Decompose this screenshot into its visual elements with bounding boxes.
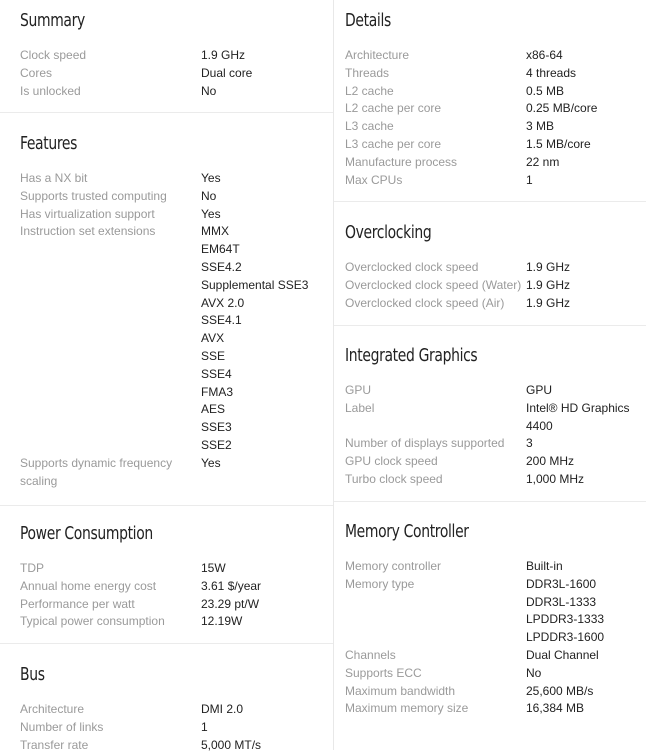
spec-label: Overclocked clock speed bbox=[345, 260, 479, 274]
section-divider bbox=[0, 505, 333, 506]
spec-row bbox=[345, 665, 646, 683]
spec-value: 5,000 MT/s bbox=[201, 737, 262, 752]
spec-row bbox=[345, 700, 646, 718]
spec-values bbox=[526, 154, 559, 172]
spec-values bbox=[526, 400, 630, 436]
left-column bbox=[0, 0, 333, 750]
spec-values bbox=[526, 453, 574, 471]
spec-value: No bbox=[201, 188, 217, 203]
spec-value: LPDDR3-1600 bbox=[526, 630, 605, 645]
spec-label: Memory controller bbox=[345, 559, 442, 573]
spec-row bbox=[345, 83, 646, 101]
spec-row bbox=[20, 578, 333, 596]
spec-values bbox=[526, 683, 593, 701]
spec-values bbox=[201, 170, 221, 188]
spec-values bbox=[526, 647, 599, 665]
spec-row bbox=[20, 701, 333, 719]
spec-values bbox=[526, 47, 563, 65]
spec-value: 200 MHz bbox=[526, 454, 575, 469]
section-divider bbox=[334, 501, 646, 502]
spec-value: Yes bbox=[201, 171, 221, 185]
spec-value: Intel® HD Graphics bbox=[526, 400, 630, 415]
spec-value: DDR3L-1333 bbox=[526, 594, 597, 609]
spec-value: Yes bbox=[201, 455, 221, 470]
spec-label: Typical power consumption bbox=[20, 614, 165, 629]
section-title: Bus bbox=[20, 664, 45, 685]
spec-row bbox=[20, 83, 333, 101]
spec-values bbox=[201, 578, 261, 596]
spec-value: GPU bbox=[526, 383, 553, 397]
spec-row bbox=[20, 223, 333, 454]
section-title: Integrated Graphics bbox=[345, 345, 478, 366]
spec-value: Dual core bbox=[201, 65, 253, 80]
spec-value: EM64T bbox=[201, 242, 240, 257]
spec-label: Clock speed bbox=[20, 48, 87, 62]
spec-label: Supports trusted computing bbox=[20, 188, 167, 203]
spec-values bbox=[201, 47, 245, 65]
spec-value: SSE bbox=[201, 348, 226, 363]
spec-value: SSE4.2 bbox=[201, 259, 242, 274]
spec-value: 1.9 GHz bbox=[526, 260, 571, 274]
spec-values bbox=[201, 613, 242, 631]
spec-row bbox=[20, 596, 333, 614]
spec-rows bbox=[345, 382, 646, 489]
spec-rows bbox=[20, 560, 333, 631]
spec-values bbox=[526, 136, 591, 154]
spec-row bbox=[345, 65, 646, 83]
spec-values bbox=[201, 596, 259, 614]
spec-label: Annual home energy cost bbox=[20, 578, 157, 593]
spec-label: L2 cache per core bbox=[345, 101, 442, 116]
spec-row bbox=[20, 737, 333, 754]
spec-value: 1 bbox=[201, 719, 208, 734]
spec-values bbox=[526, 295, 570, 313]
spec-values bbox=[526, 576, 604, 647]
spec-row bbox=[345, 382, 646, 400]
spec-value: FMA3 bbox=[201, 384, 234, 399]
spec-value: 1 bbox=[526, 172, 533, 187]
spec-row bbox=[20, 47, 333, 65]
spec-values bbox=[526, 558, 563, 576]
spec-value: 23.29 pt/W bbox=[201, 596, 260, 611]
spec-value: 1,000 MHz bbox=[526, 471, 585, 486]
spec-values bbox=[526, 118, 554, 136]
spec-values bbox=[526, 100, 597, 118]
spec-value: 1.5 MB/core bbox=[526, 136, 591, 151]
spec-value: 12.19W bbox=[201, 614, 243, 629]
spec-value: 16,384 MB bbox=[526, 701, 585, 716]
spec-values bbox=[526, 700, 584, 718]
spec-label: Performance per watt bbox=[20, 596, 135, 611]
section-title: Features bbox=[20, 133, 78, 154]
spec-value: 3 bbox=[526, 436, 533, 451]
spec-label: Number of displays supported bbox=[345, 436, 505, 451]
spec-values bbox=[526, 382, 552, 400]
spec-values bbox=[201, 65, 252, 83]
spec-value: AVX 2.0 bbox=[201, 295, 245, 310]
section-divider bbox=[334, 325, 646, 326]
spec-row bbox=[345, 683, 646, 701]
spec-rows bbox=[345, 259, 646, 312]
spec-value: SSE4.1 bbox=[201, 313, 242, 328]
spec-row bbox=[345, 400, 646, 436]
spec-row bbox=[345, 277, 646, 295]
spec-label: Supports ECC bbox=[345, 665, 422, 680]
spec-values bbox=[201, 719, 208, 737]
right-column bbox=[334, 0, 646, 750]
spec-value: LPDDR3-1333 bbox=[526, 612, 605, 627]
spec-row bbox=[345, 259, 646, 277]
spec-label: Threads bbox=[345, 65, 390, 80]
spec-rows bbox=[345, 558, 646, 718]
spec-row bbox=[345, 154, 646, 172]
spec-row bbox=[20, 206, 333, 224]
spec-values bbox=[201, 701, 243, 719]
spec-value: DMI 2.0 bbox=[201, 702, 244, 716]
spec-rows bbox=[345, 47, 646, 189]
spec-label: L3 cache per core bbox=[345, 136, 442, 151]
features-section bbox=[0, 129, 333, 490]
spec-value: 22 nm bbox=[526, 154, 560, 169]
spec-value: 0.25 MB/core bbox=[526, 101, 598, 116]
spec-label: Is unlocked bbox=[20, 83, 81, 98]
spec-values bbox=[526, 83, 564, 101]
spec-value: MMX bbox=[201, 224, 229, 239]
spec-value: AES bbox=[201, 402, 226, 417]
spec-row bbox=[20, 188, 333, 206]
spec-value: No bbox=[526, 665, 542, 680]
section-title: Details bbox=[345, 10, 391, 31]
spec-values bbox=[526, 172, 533, 190]
spec-value: Supplemental SSE3 bbox=[201, 277, 309, 292]
spec-values bbox=[526, 435, 533, 453]
section-title: Memory Controller bbox=[345, 521, 469, 542]
overclocking-section bbox=[334, 218, 646, 312]
graphics-section bbox=[334, 341, 646, 489]
spec-value: 3.61 $/year bbox=[201, 578, 262, 593]
spec-value: AVX bbox=[201, 331, 225, 346]
spec-row bbox=[345, 172, 646, 190]
spec-values bbox=[201, 455, 221, 491]
section-title: Power Consumption bbox=[20, 523, 153, 544]
spec-label: GPU clock speed bbox=[345, 454, 438, 469]
spec-rows bbox=[20, 47, 333, 100]
spec-label: Overclocked clock speed (Water) bbox=[345, 277, 522, 292]
spec-values bbox=[526, 471, 584, 489]
spec-value: 4400 bbox=[526, 418, 553, 433]
spec-value: 15W bbox=[201, 561, 226, 575]
spec-values bbox=[201, 188, 216, 206]
section-divider bbox=[0, 643, 333, 644]
spec-rows bbox=[20, 170, 333, 490]
spec-label: TDP bbox=[20, 561, 44, 575]
spec-row bbox=[20, 560, 333, 578]
spec-row bbox=[345, 435, 646, 453]
spec-label: L3 cache bbox=[345, 119, 394, 134]
summary-section bbox=[0, 6, 333, 100]
spec-value: 3 MB bbox=[526, 119, 555, 134]
power-section bbox=[0, 519, 333, 631]
spec-values bbox=[526, 277, 570, 295]
section-divider bbox=[0, 112, 333, 113]
spec-row bbox=[345, 295, 646, 313]
spec-label: Transfer rate bbox=[20, 737, 89, 752]
spec-value: SSE3 bbox=[201, 420, 232, 435]
spec-label: Supports dynamic frequency scaling bbox=[20, 455, 173, 488]
spec-row bbox=[345, 47, 646, 65]
spec-value: 1.9 GHz bbox=[526, 295, 571, 310]
spec-label: Turbo clock speed bbox=[345, 471, 443, 486]
spec-label: GPU bbox=[345, 383, 372, 397]
spec-label: Maximum bandwidth bbox=[345, 683, 456, 698]
spec-row bbox=[20, 613, 333, 631]
spec-label: Max CPUs bbox=[345, 172, 403, 187]
spec-row bbox=[345, 576, 646, 647]
spec-values bbox=[201, 737, 261, 754]
spec-row bbox=[20, 170, 333, 188]
spec-rows bbox=[20, 701, 333, 754]
spec-value: Built-in bbox=[526, 559, 563, 573]
memory-section bbox=[334, 517, 646, 718]
spec-label: Manufacture process bbox=[345, 154, 458, 169]
section-title: Overclocking bbox=[345, 222, 432, 243]
spec-row bbox=[20, 65, 333, 83]
spec-row bbox=[345, 558, 646, 576]
spec-row bbox=[20, 455, 333, 491]
spec-label: Has virtualization support bbox=[20, 206, 155, 221]
spec-value: 25,600 MB/s bbox=[526, 683, 594, 698]
spec-label: Label bbox=[345, 400, 375, 415]
spec-label: Has a NX bit bbox=[20, 171, 88, 185]
section-divider bbox=[334, 201, 646, 202]
spec-row bbox=[20, 719, 333, 737]
spec-value: 1.9 GHz bbox=[201, 48, 246, 62]
spec-row bbox=[345, 471, 646, 489]
spec-label: Architecture bbox=[20, 702, 85, 716]
spec-values bbox=[201, 560, 226, 578]
details-section bbox=[334, 6, 646, 189]
spec-value: Yes bbox=[201, 206, 221, 221]
spec-value: No bbox=[201, 83, 217, 98]
spec-label: Number of links bbox=[20, 719, 104, 734]
spec-values bbox=[201, 223, 308, 454]
spec-values bbox=[526, 665, 541, 683]
spec-row bbox=[345, 647, 646, 665]
spec-label: Overclocked clock speed (Air) bbox=[345, 295, 505, 310]
bus-section bbox=[0, 660, 333, 754]
spec-value: SSE4 bbox=[201, 366, 232, 381]
spec-value: DDR3L-1600 bbox=[526, 576, 597, 591]
spec-row bbox=[345, 136, 646, 154]
spec-values bbox=[201, 83, 216, 101]
spec-row bbox=[345, 100, 646, 118]
spec-label: Instruction set extensions bbox=[20, 224, 156, 239]
section-title: Summary bbox=[20, 10, 85, 31]
spec-value: Dual Channel bbox=[526, 647, 599, 662]
spec-label: Cores bbox=[20, 65, 53, 80]
spec-label: Architecture bbox=[345, 48, 410, 62]
spec-value: 4 threads bbox=[526, 65, 577, 80]
spec-values bbox=[526, 65, 576, 83]
spec-value: x86-64 bbox=[526, 48, 563, 62]
spec-values bbox=[201, 206, 221, 224]
spec-label: Channels bbox=[345, 647, 396, 662]
spec-label: Memory type bbox=[345, 576, 415, 591]
spec-row bbox=[345, 118, 646, 136]
spec-row bbox=[345, 453, 646, 471]
spec-value: SSE2 bbox=[201, 437, 232, 452]
spec-value: 1.9 GHz bbox=[526, 277, 571, 292]
spec-label: L2 cache bbox=[345, 83, 394, 98]
spec-values bbox=[526, 259, 570, 277]
spec-label: Maximum memory size bbox=[345, 701, 469, 716]
spec-value: 0.5 MB bbox=[526, 83, 565, 98]
